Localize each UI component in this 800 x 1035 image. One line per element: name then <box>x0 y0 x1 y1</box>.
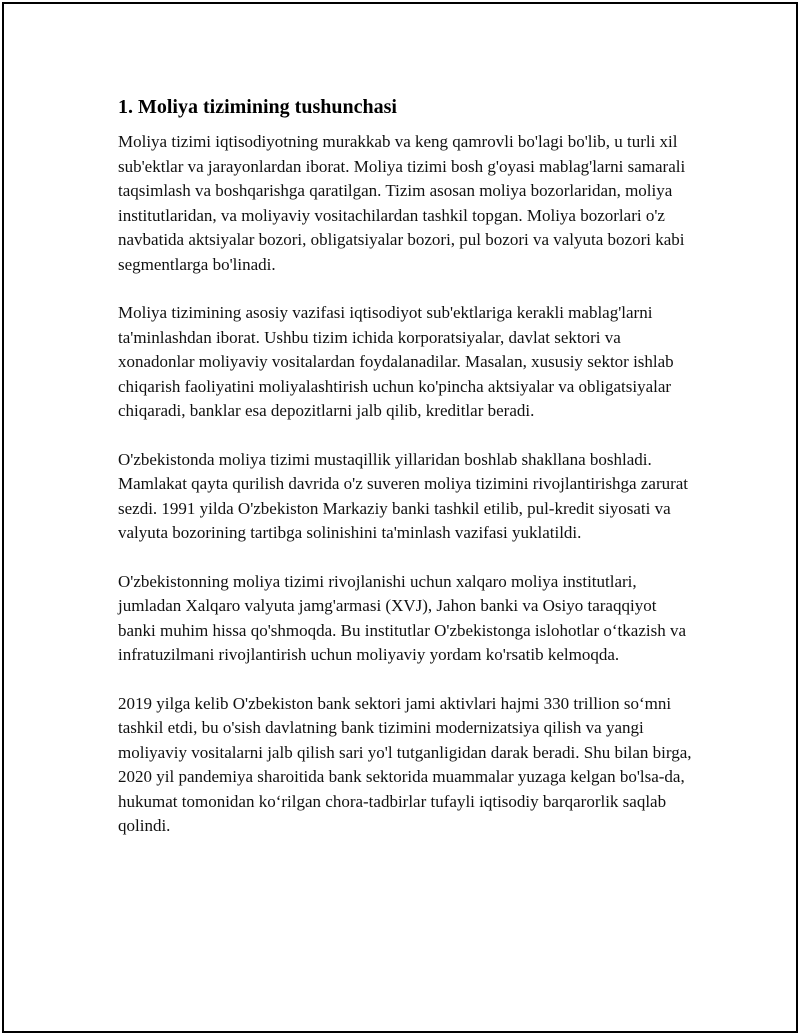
paragraph-2: Moliya tizimining asosiy vazifasi iqtisodiyot sub'ektlariga kerakli mablag'larni ta'minlashdan iborat. Ushbu tizim ichida korporatsiyalar, davlat sektori va xonadonlar moliyaviy vositalardan foydalanadilar. Masalan, xususiy sektor ishlab chiqarish faoliyatini moliyalashtirish uchun ko'pincha aktsiyalar va obligatsiyalar chiqaradi, banklar esa depozitlarni jalb qilib, kreditlar beradi. <box>118 303 674 420</box>
paragraph-4: O'zbekistonning moliya tizimi rivojlanishi uchun xalqaro moliya institutlari, jumladan Xalqaro valyuta jamg'armasi (XVJ), Jahon banki va Osiyo taraqqiyot banki muhim hissa qo'shmoqda. Bu institutlar O'zbekistonga islohotlar o‘tkazish va infratuzilmani rivojlantirish uchun moliyaviy yordam ko'rsatib kelmoqda. <box>118 571 686 664</box>
section-heading: 1. Moliya tizimining tushunchasi <box>118 96 397 118</box>
paragraph-3: O'zbekistonda moliya tizimi mustaqillik yillaridan boshlab shakllana boshladi. Mamlakat qayta qurilish davrida o'z suveren moliya tizimini rivojlantirishga zarurat sezdi. 1991 yilda O'zbekiston Markaziy banki tashkil etilib, pul-kredit siyosati va valyuta bozorining tartibga solinishini ta'minlash vazifasi yuklatildi. <box>118 449 689 542</box>
paragraph-1: Moliya tizimi iqtisodiyotning murakkab va keng qamrovli bo'lagi bo'lib, u turli xil sub'ektlar va jarayonlardan iborat. Moliya tizimi bosh g'oyasi mablag'larni samarali taqsimlash va boshqarishga qaratilgan. Tizim asosan moliya bozorlaridan, moliya institutlaridan, va moliyaviy vositachilardan tashkil topgan. Moliya bozorlari o'z navbatida aktsiyalar bozori, obligatsiyalar bozori, pul bozori va valyuta bozori kabi segmentlarga bo'linadi. <box>118 132 686 274</box>
document-body <box>118 94 693 863</box>
paragraph-5: 2019 yilga kelib O'zbekiston bank sektori jami aktivlari hajmi 330 trillion so‘mni tashkil etdi, bu o'sish davlatning bank tizimini modernizatsiya qilish va yangi moliyaviy vositalarni jalb qilish sari yo'l tutganligidan darak beradi. Shu bilan birga, 2020 yil pandemiya sharoitida bank sektorida muammalar yuzaga kelgan bo'lsa-da, hukumat tomonidan ko‘rilgan chora-tadbirlar tufayli iqtisodiy barqarorlik saqlab qolindi. <box>118 693 692 835</box>
